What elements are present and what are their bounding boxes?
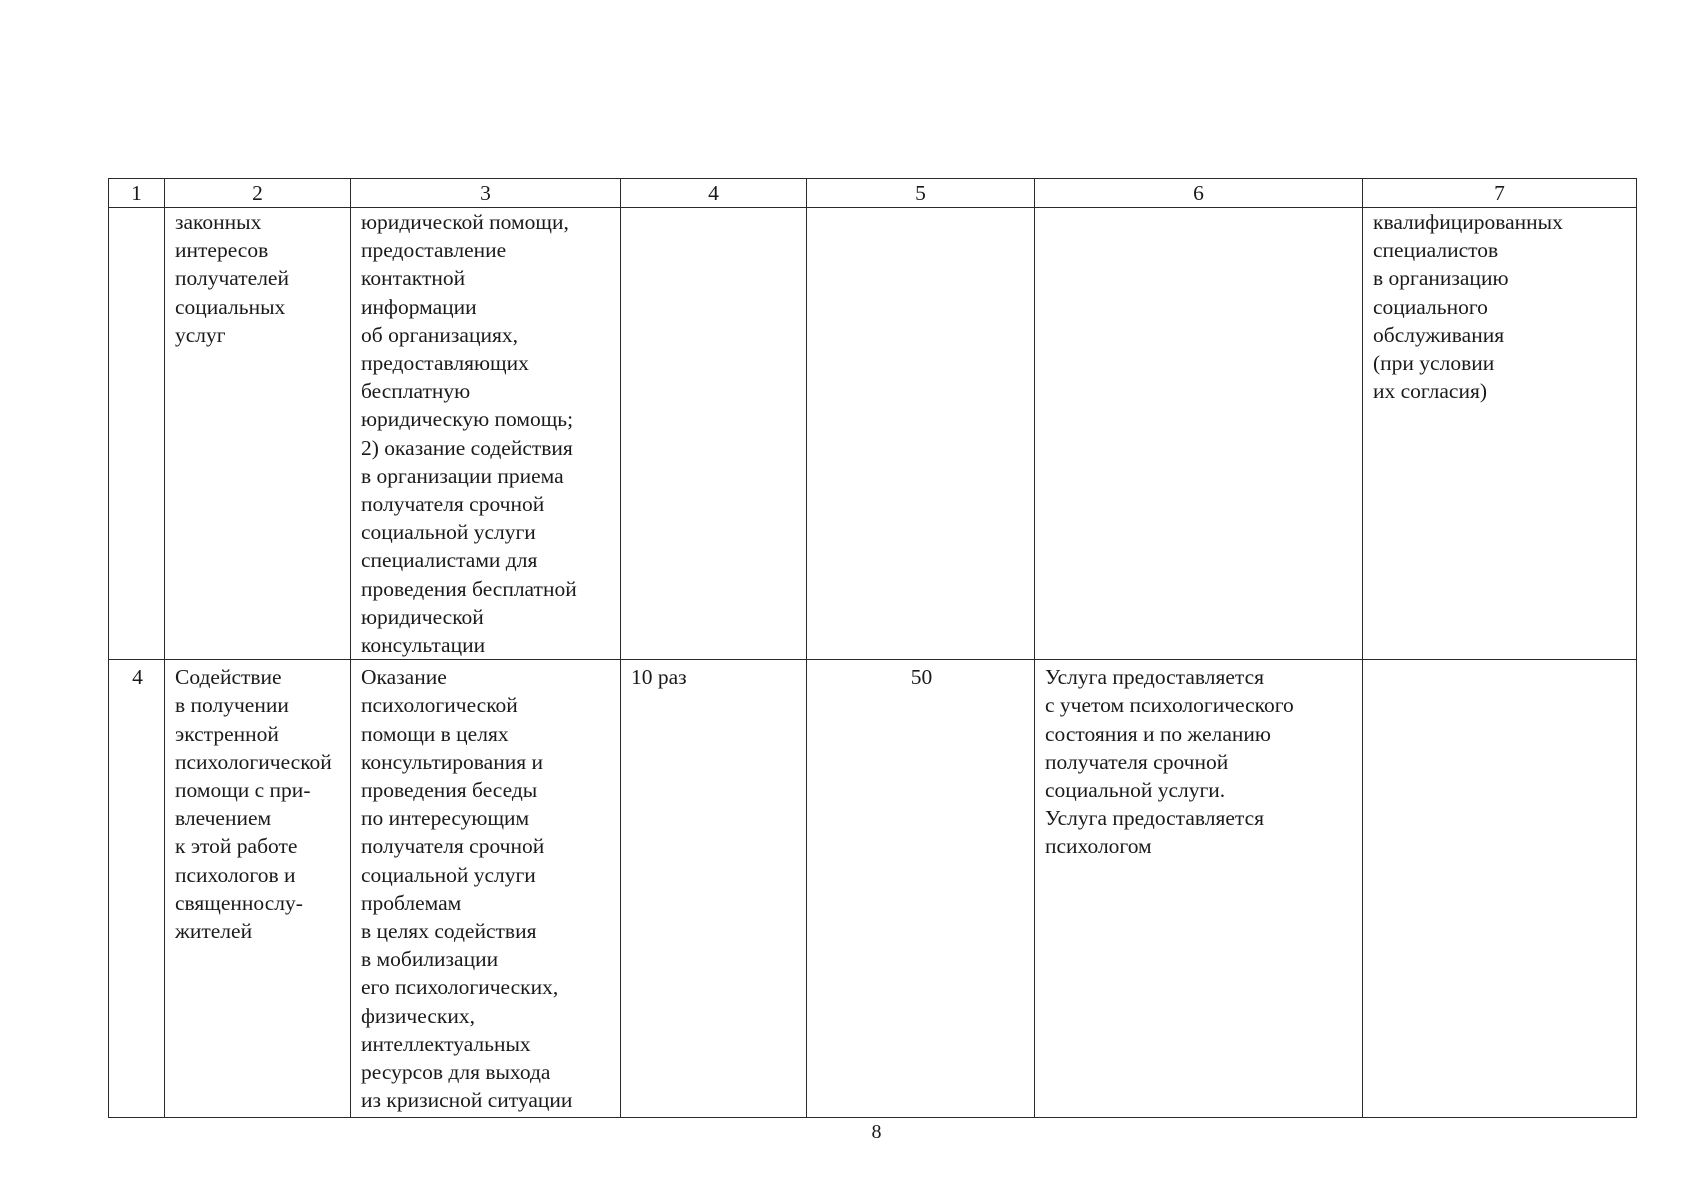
header-col-7: 7 (1363, 179, 1637, 208)
table-header-row (109, 179, 1637, 208)
cell-duration (807, 208, 1035, 660)
cell-conditions (1035, 208, 1363, 660)
header-col-4: 4 (621, 179, 807, 208)
services-table (108, 178, 1637, 1118)
cell-service-name: законных интересов получателей социальных услуг (165, 208, 351, 660)
cell-service-name: Содействие в получении экстренной психологической помощи с при- влечением к этой работе психологов и священнослу- жителей (165, 660, 351, 1118)
header-col-1: 1 (109, 179, 165, 208)
cell-frequency (621, 208, 807, 660)
header-col-5: 5 (807, 179, 1035, 208)
cell-conditions: Услуга предоставляется с учетом психологического состояния и по желанию получателя срочной социальной услуги. Услуга предоставляется психологом (1035, 660, 1363, 1118)
cell-number: 4 (109, 660, 165, 1118)
cell-number (109, 208, 165, 660)
cell-notes (1363, 660, 1637, 1118)
cell-frequency: 10 раз (621, 660, 807, 1118)
cell-service-description: юридической помощи, предоставление контактной информации об организациях, предоставляющих бесплатную юридическую помощь; 2) оказание содействия в организации приема получателя срочной социальной услуги специалистами для проведения бесплатной юридической консультации (351, 208, 621, 660)
cell-service-description: Оказание психологической помощи в целях консультирования и проведения беседы по интересующим получателя срочной социальной услуги проблемам в целях содействия в мобилизации его психологических, физических, интеллектуальных ресурсов для выхода из кризисной ситуации (351, 660, 621, 1118)
table-row (109, 208, 1637, 660)
cell-notes: квалифицированных специалистов в организацию социального обслуживания (при условии их согласия) (1363, 208, 1637, 660)
cell-duration: 50 (807, 660, 1035, 1118)
header-col-3: 3 (351, 179, 621, 208)
page-number: 8 (871, 1121, 882, 1143)
header-col-6: 6 (1035, 179, 1363, 208)
table-row (109, 660, 1637, 1118)
header-col-2: 2 (165, 179, 351, 208)
